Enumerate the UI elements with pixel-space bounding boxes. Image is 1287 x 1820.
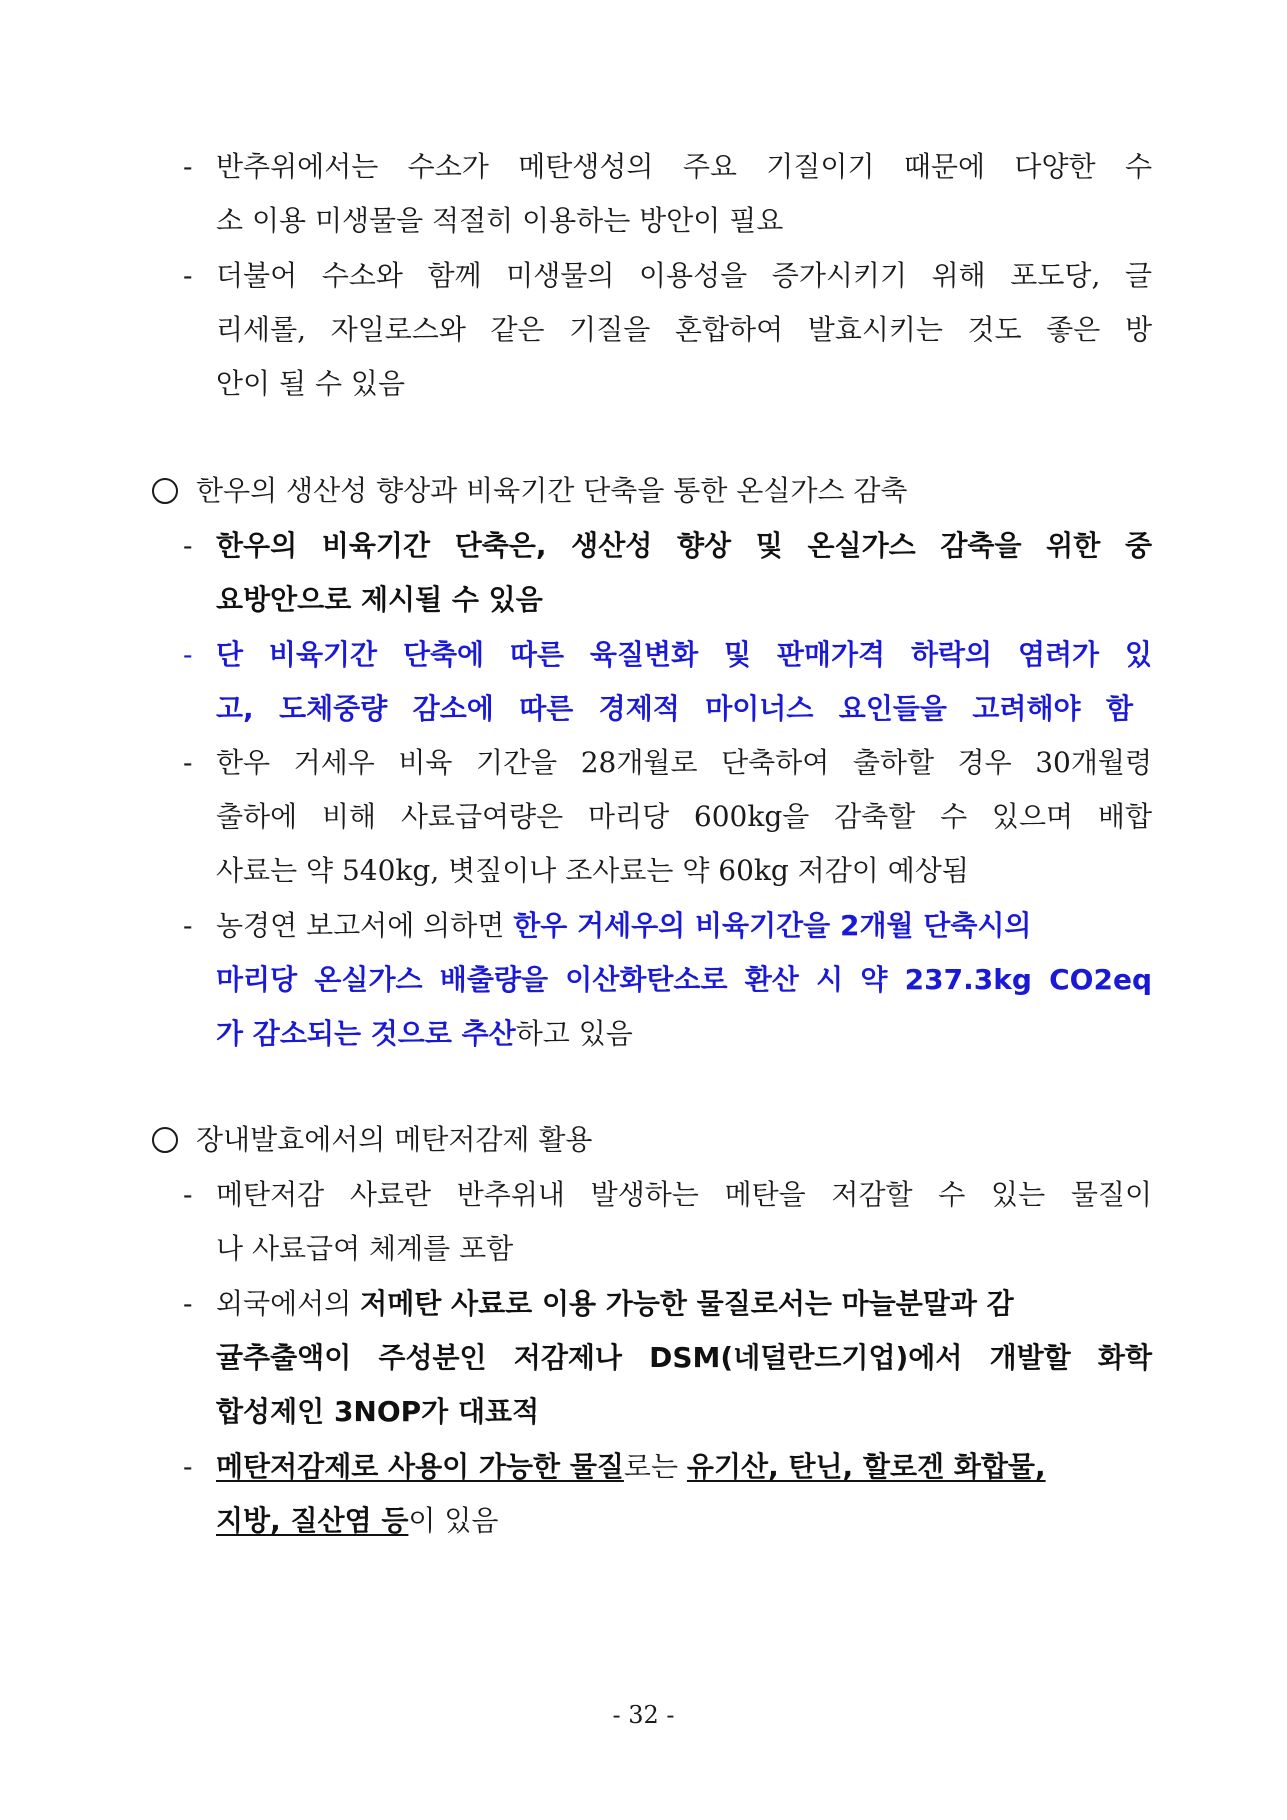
text-line: 요방안으로 제시될 수 있음 <box>216 583 543 616</box>
text-line <box>216 1287 1014 1321</box>
section-title: 한우의 생산성 향상과 비육기간 단축을 통한 온실가스 감축 <box>196 474 908 507</box>
text-line: 메탄저감 사료란 반추위내 발생하는 메탄을 저감할 수 있는 물질이 <box>216 1178 1152 1211</box>
text-line: 나 사료급여 체계를 포함 <box>216 1232 514 1265</box>
bullet-dash: - <box>183 1287 193 1320</box>
bullet-dash: - <box>183 1450 193 1483</box>
text-line: 더불어 수소와 함께 미생물의 이용성을 증가시키기 위해 포도당, 글 <box>216 259 1152 292</box>
text-span: 농경연 보고서에 의하면 <box>216 909 514 942</box>
text-line: 한우 거세우 비육 기간을 28개월로 단축하여 출하할 경우 30개월령 <box>216 746 1152 779</box>
bullet-dash: - <box>183 1178 193 1211</box>
bullet-dash: - <box>183 638 193 671</box>
bullet-dash: - <box>183 150 193 183</box>
text-span: 로는 <box>623 1450 687 1483</box>
text-line: 한우의 비육기간 단축은, 생산성 향상 및 온실가스 감축을 위한 중 <box>216 529 1152 562</box>
text-line: 합성제인 3NOP가 대표적 <box>216 1395 540 1428</box>
bullet-dash: - <box>183 529 193 562</box>
text-line: 고, 도체중량 감소에 따른 경제적 마이너스 요인들을 고려해야 함 <box>216 692 1133 725</box>
text-line: 반추위에서는 수소가 메탄생성의 주요 기질이기 때문에 다양한 수 <box>216 150 1152 183</box>
text-line <box>216 909 1031 943</box>
text-line: 안이 될 수 있음 <box>216 367 405 400</box>
bullet-dash: - <box>183 909 193 942</box>
section-circle-icon <box>152 478 178 504</box>
section-circle-icon <box>152 1127 178 1153</box>
text-line: 귤추출액이 주성분인 저감제나 DSM(네덜란드기업)에서 개발할 화학 <box>216 1341 1152 1374</box>
text-line: 단 비육기간 단축에 따른 육질변화 및 판매가격 하락의 염려가 있 <box>216 638 1152 671</box>
text-span-emphasis: 한우 거세우의 비육기간을 2개월 단축시의 <box>513 909 1032 942</box>
text-line <box>216 1450 1046 1484</box>
text-line <box>216 1017 633 1051</box>
bullet-dash: - <box>183 259 193 292</box>
text-line <box>216 1504 498 1538</box>
text-span-emphasis: 저메탄 사료로 이용 가능한 물질로서는 마늘분말과 감 <box>360 1287 1014 1320</box>
text-line: 마리당 온실가스 배출량을 이산화탄소로 환산 시 약 237.3kg CO2eq <box>216 963 1152 996</box>
text-span-emphasis: 가 감소되는 것으로 추산 <box>216 1017 516 1050</box>
text-span-underlined: 유기산, 탄닌, 할로겐 화합물, <box>686 1450 1046 1483</box>
text-span: 하고 있음 <box>515 1017 633 1050</box>
text-line: 출하에 비해 사료급여량은 마리당 600kg을 감축할 수 있으며 배합 <box>216 800 1152 833</box>
text-line: 리세롤, 자일로스와 같은 기질을 혼합하여 발효시키는 것도 좋은 방 <box>216 313 1152 346</box>
section-title: 장내발효에서의 메탄저감제 활용 <box>196 1123 593 1156</box>
text-span-underlined: 지방, 질산염 등 <box>216 1504 409 1537</box>
text-span: 이 있음 <box>408 1504 499 1537</box>
text-line: 사료는 약 540kg, 볏짚이나 조사료는 약 60kg 저감이 예상됨 <box>216 854 969 887</box>
page-number: - 32 - <box>612 1701 675 1729</box>
bullet-dash: - <box>183 746 193 779</box>
text-span: 외국에서의 <box>216 1287 361 1320</box>
text-line: 소 이용 미생물을 적절히 이용하는 방안이 필요 <box>216 204 784 237</box>
text-span-underlined: 메탄저감제로 사용이 가능한 물질 <box>216 1450 624 1483</box>
